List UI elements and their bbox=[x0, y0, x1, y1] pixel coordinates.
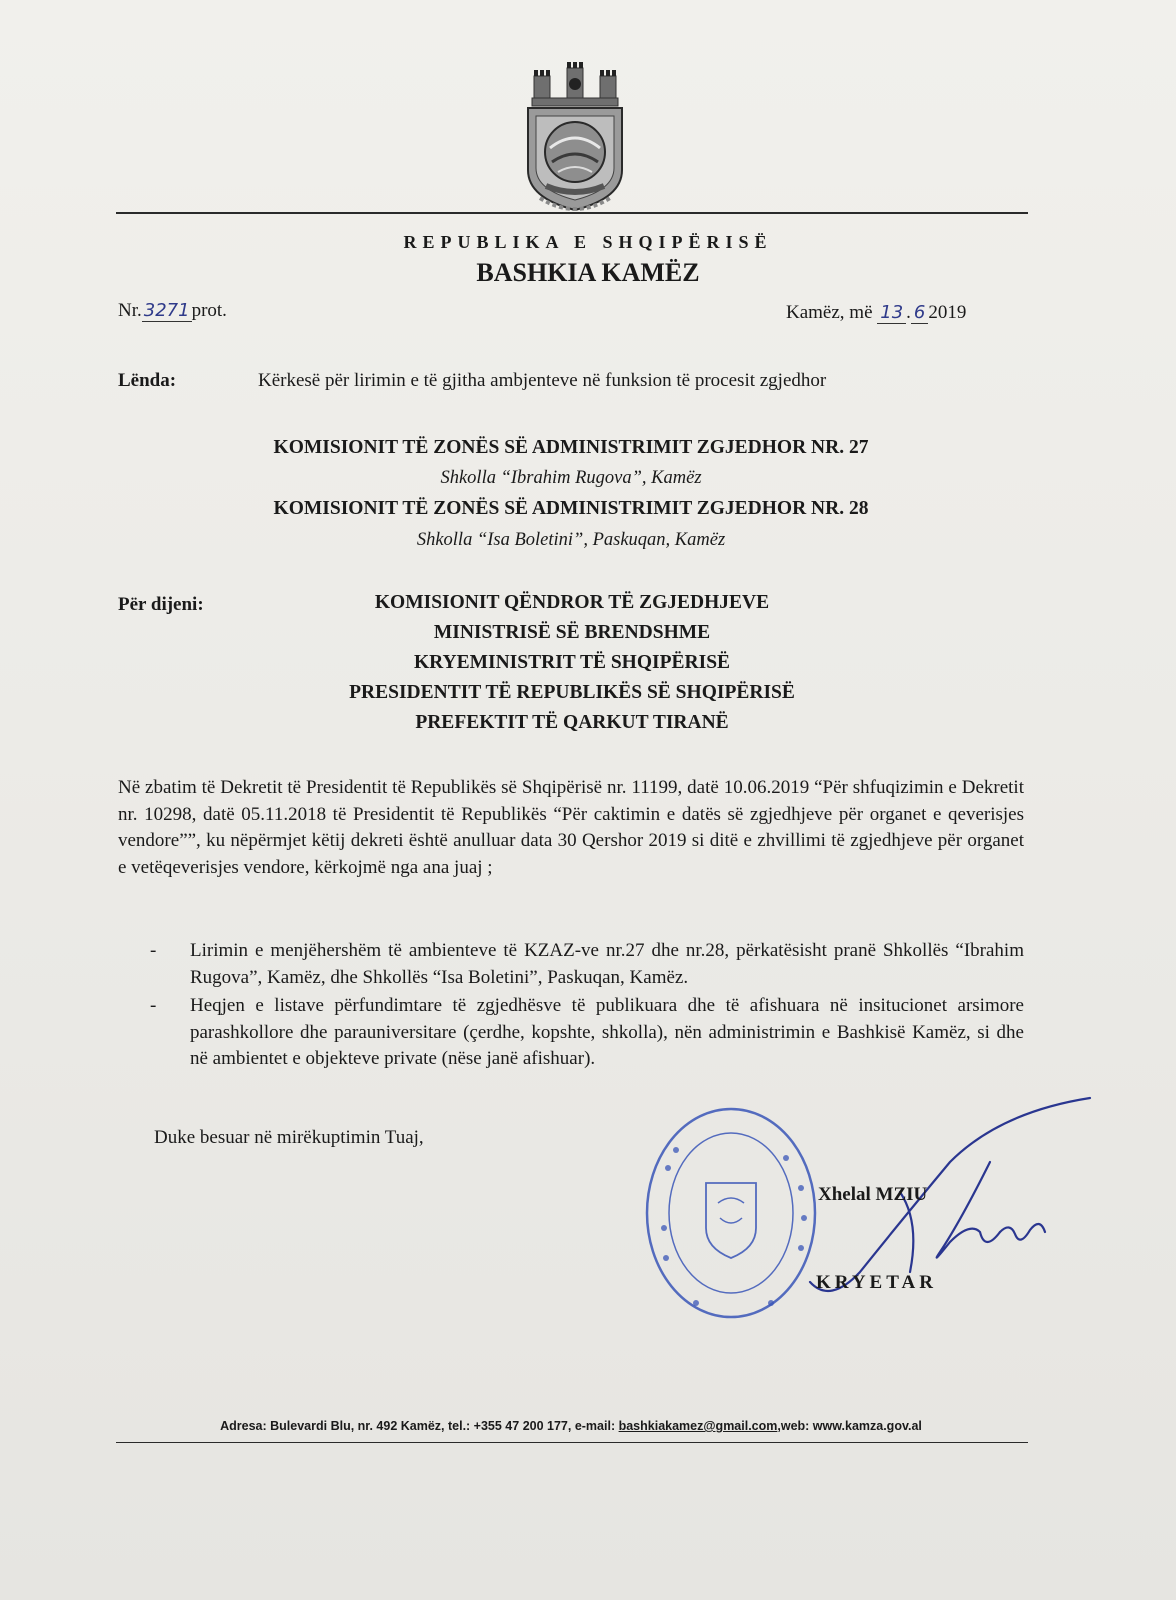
municipal-emblem-icon bbox=[520, 58, 630, 218]
protocol-number bbox=[118, 300, 227, 322]
protocol-prefix: Nr. bbox=[118, 300, 142, 321]
request-list bbox=[150, 938, 1024, 1075]
signatory-name: Xhelal MZIU bbox=[818, 1184, 928, 1205]
list-item-text: Heqjen e listave përfundimtare të zgjedhësve të publikuara dhe të afishuara në insitucionet arsimore parashkollore dhe parauniversitare (çerdhe, kopshte, shkolla), nën administrimin e Bashkisë Kamëz, si dhe në ambientet e objekteve private (nëse janë afishuar). bbox=[190, 995, 1024, 1069]
signatory-title: KRYETAR bbox=[816, 1272, 937, 1293]
bullet-dash: - bbox=[150, 940, 157, 961]
subject-label: Lënda: bbox=[118, 370, 177, 391]
letter-date bbox=[786, 302, 966, 324]
header-divider bbox=[116, 212, 1028, 214]
footer-divider bbox=[116, 1442, 1028, 1443]
date-prefix: Kamëz, më bbox=[786, 302, 873, 323]
recipient-name: KOMISIONIT TË ZONËS SË ADMINISTRIMIT ZGJEDHOR NR. 27 bbox=[273, 437, 869, 458]
date-separator: . bbox=[906, 302, 911, 323]
footer-web: ,web: www.kamza.gov.al bbox=[777, 1419, 922, 1433]
cc-label: Për dijeni: bbox=[118, 594, 204, 615]
date-month: 6 bbox=[911, 302, 928, 324]
footer-address: Adresa: Bulevardi Blu, nr. 492 Kamëz, tel.: +355 47 200 177, e-mail: bbox=[220, 1419, 619, 1433]
cc-recipient: PREFEKTIT TË QARKUT TIRANË bbox=[415, 712, 729, 733]
body-paragraph: Në zbatim të Dekretit të Presidentit të Republikës së Shqipërisë nr. 11199, datë 10.06.2019 “Për shfuqizimin e Dekretit nr. 10298, datë 05.11.2018 të Presidentit të Republikës “Për caktimin e datës së zgjedhjeve për organet e qeverisjes vendore””, ku nëpërmjet këtij dekreti është anulluar data 30 Qershor 2019 si ditë e zhvillimi të zgjedhjeve për organet e vetëqeverisjes vendore, kërkojmë nga ana juaj ; bbox=[118, 777, 1024, 878]
list-item-text: Lirimin e menjëhershëm të ambienteve të KZAZ-ve nr.27 dhe nr.28, përkatësisht pranë Shkollës “Ibrahim Rugova”, Kamëz, dhe Shkollës “Isa Boletini”, Paskuqan, Kamëz. bbox=[190, 940, 1024, 988]
republic-heading: REPUBLIKA E SHQIPËRISË bbox=[403, 232, 773, 252]
list-item bbox=[150, 938, 1024, 991]
subject-text: Kërkesë për lirimin e të gjitha ambjenteve në funksion të procesit zgjedhor bbox=[258, 370, 827, 391]
protocol-value: 3271 bbox=[143, 300, 190, 321]
footer-email[interactable]: bashkiakamez@gmail.com bbox=[618, 1419, 778, 1433]
municipality-heading: BASHKIA KAMËZ bbox=[476, 258, 700, 287]
date-day: 13 bbox=[877, 302, 906, 324]
recipient-location: Shkolla “Isa Boletini”, Paskuqan, Kamëz bbox=[416, 530, 726, 550]
bullet-dash: - bbox=[150, 995, 157, 1016]
cc-recipient: KOMISIONIT QËNDROR TË ZGJEDHJEVE bbox=[374, 592, 770, 613]
footer-contact bbox=[0, 1419, 1142, 1433]
recipient-name: KOMISIONIT TË ZONËS SË ADMINISTRIMIT ZGJEDHOR NR. 28 bbox=[273, 498, 869, 519]
date-year: 2019 bbox=[928, 302, 967, 323]
cc-recipient: PRESIDENTIT TË REPUBLIKËS SË SHQIPËRISË bbox=[349, 682, 795, 703]
cc-recipient: MINISTRISË SË BRENDSHME bbox=[433, 622, 711, 643]
protocol-suffix: prot. bbox=[191, 300, 227, 321]
closing-line: Duke besuar në mirëkuptimin Tuaj, bbox=[154, 1127, 424, 1148]
recipient-location: Shkolla “Ibrahim Rugova”, Kamëz bbox=[440, 468, 702, 488]
list-item bbox=[150, 993, 1024, 1073]
cc-recipient: KRYEMINISTRIT TË SHQIPËRISË bbox=[413, 652, 731, 673]
